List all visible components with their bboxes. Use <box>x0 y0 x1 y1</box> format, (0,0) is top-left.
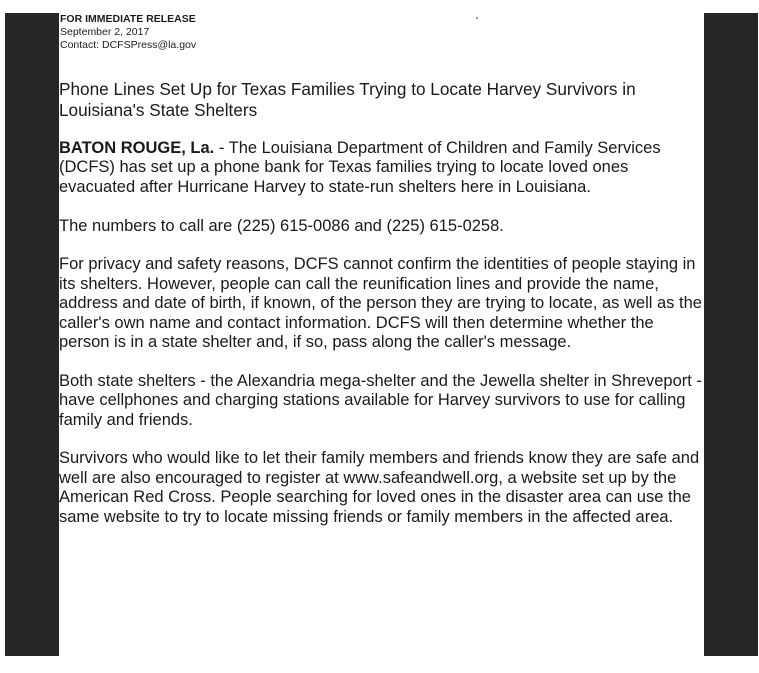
scan-border-left <box>5 13 59 656</box>
paragraph-intro-text: - The Louisiana Department of Children and Family Services (DCFS) has set up a phone bank for Texas families trying to locate loved ones evacuated after Hurricane Harvey to state-run shelters here in Louisiana. <box>59 139 661 196</box>
press-release-body <box>59 79 704 546</box>
paragraph-privacy: For privacy and safety reasons, DCFS cannot confirm the identities of people staying in its shelters. However, people can call the reunification lines and provide the name, address and date of birth, if known, of the person they are trying to locate, as well as the caller's own name and contact information. DCFS will then determine whether the person is in a state shelter and, if so, pass along the caller's message. <box>59 255 702 352</box>
release-label: FOR IMMEDIATE RELEASE <box>60 13 196 25</box>
release-contact: Contact: DCFSPress@la.gov <box>60 39 197 51</box>
paragraph-phone-numbers: The numbers to call are (225) 615-0086 and (225) 615-0258. <box>59 216 504 235</box>
release-date: September 2, 2017 <box>60 26 150 38</box>
headline: Phone Lines Set Up for Texas Families Trying to Locate Harvey Survivors in Louisiana's State Shelters <box>59 79 636 120</box>
scan-border-right <box>704 13 758 656</box>
dateline: BATON ROUGE, La. <box>59 139 215 157</box>
scan-speck <box>476 17 478 19</box>
paragraph-intro <box>59 139 704 197</box>
release-header <box>60 13 196 52</box>
paragraph-safe-and-well: Survivors who would like to let their family members and friends know they are safe and well are also encouraged to register at www.safeandwell.org, a website set up by the American Red Cross. People searching for loved ones in the disaster area can use the same website to try to locate missing friends or family members in the affected area. <box>59 449 700 526</box>
paragraph-shelters: Both state shelters - the Alexandria mega-shelter and the Jewella shelter in Shreveport - have cellphones and charging stations available for Harvey survivors to use for calling family and friends. <box>59 371 702 429</box>
